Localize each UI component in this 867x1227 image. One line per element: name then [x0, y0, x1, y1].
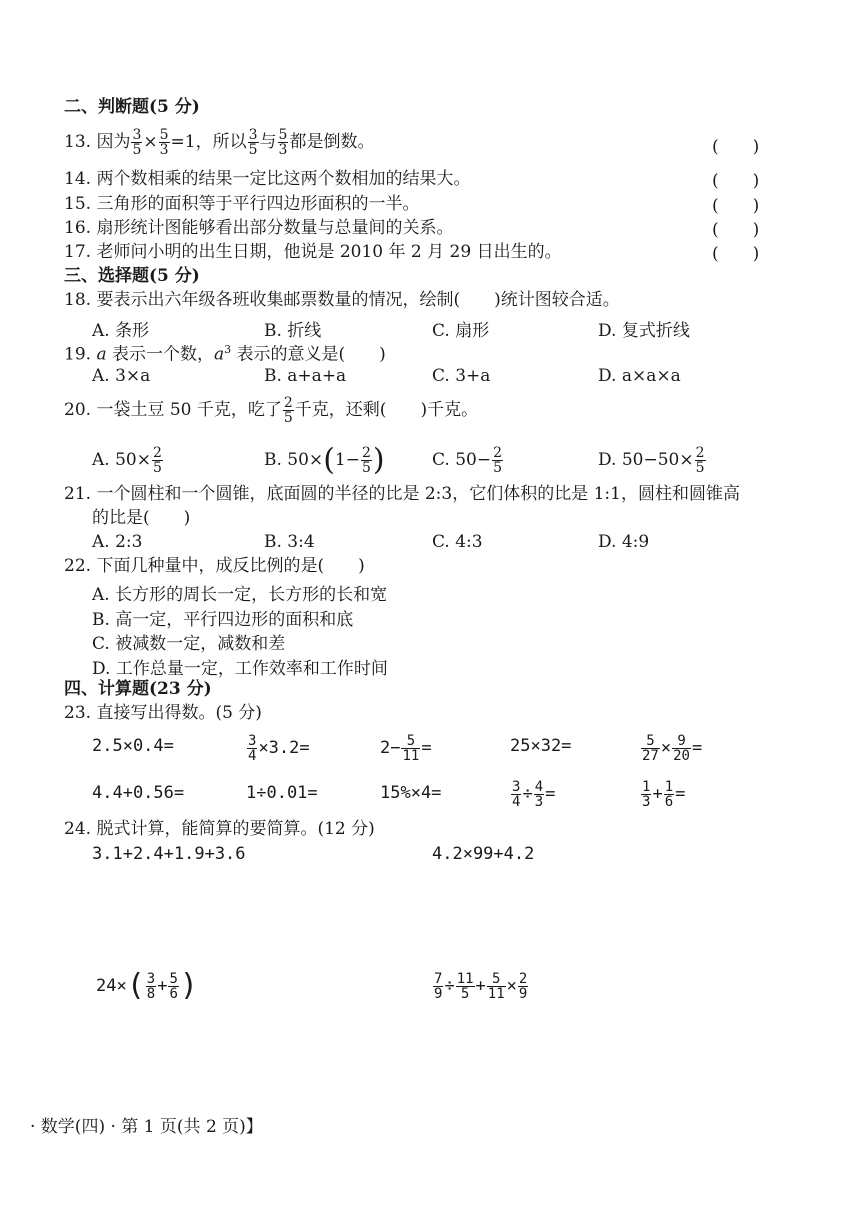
fraction: $\frac{7}{9}$: [434, 970, 443, 1002]
q18-option-b[interactable]: B. 折线: [264, 321, 322, 341]
fraction: $\frac{5}{3}$: [159, 127, 169, 158]
q20-option-d[interactable]: [598, 440, 707, 480]
calc-item: $\frac{1}{3}$ + $\frac{1}{6}$ =: [642, 778, 686, 810]
q20-c-text: C. 50−: [432, 450, 492, 470]
fraction: $\frac{5}{3}$: [278, 127, 288, 158]
q19-option-a[interactable]: A. 3×a: [92, 366, 151, 386]
question-17: 17. 老师问小明的出生日期，他说是 2010 年 2 月 29 日出生的。: [64, 242, 562, 262]
question-24: 24. 脱式计算，能简算的要简算。(12 分): [64, 819, 375, 839]
fraction: $\frac{2}{5}$: [695, 445, 705, 476]
q20-b-inner: 1−: [334, 450, 360, 470]
question-15: 15. 三角形的面积等于平行四边形面积的一半。: [64, 194, 420, 214]
fraction: $\frac{2}{5}$: [493, 445, 503, 476]
fraction: $\frac{1}{6}$: [664, 778, 674, 810]
calc-item: 2− $\frac{5}{11}$ =: [380, 732, 432, 764]
fraction: $\frac{3}{4}$: [512, 778, 521, 810]
q19-text: 表示一个数，: [106, 344, 214, 365]
calc-expression: 24×( $\frac{3}{8}$ + $\frac{5}{6}$ ): [96, 968, 198, 1003]
fraction: $\frac{3}{5}$: [132, 127, 142, 158]
q20-option-a[interactable]: [92, 440, 164, 480]
calc-item: $\frac{5}{27}$ × $\frac{9}{20}$ =: [642, 732, 703, 764]
fraction: $\frac{2}{5}$: [283, 395, 293, 426]
calc-item: $\frac{3}{4}$ ×3.2=: [248, 732, 310, 764]
q20-b-text: B. 50×: [264, 450, 324, 470]
fraction: $\frac{1}{3}$: [642, 778, 651, 810]
fraction: $\frac{2}{5}$: [152, 445, 162, 476]
q20-option-b[interactable]: [264, 440, 385, 481]
answer-bracket-14[interactable]: ( ): [712, 171, 760, 191]
question-21-line2: 的比是( ): [92, 508, 191, 528]
fraction: $\frac{5}{11}$: [487, 970, 505, 1002]
calc-expression: 3.1+2.4+1.9+3.6: [92, 844, 246, 864]
calc-item: 15%×4=: [380, 783, 442, 803]
answer-bracket-17[interactable]: ( ): [712, 244, 760, 264]
question-13: [64, 122, 374, 162]
calc-item: 1÷0.01=: [246, 783, 318, 803]
q20-text: 20. 一袋土豆 50 千克，吃了: [64, 400, 282, 420]
q20-text2: 千克，还剩( )千克。: [294, 400, 479, 420]
q19-option-d[interactable]: D. a×a×a: [598, 366, 681, 386]
q19-option-b[interactable]: B. a+a+a: [264, 366, 347, 386]
right-paren: ): [179, 968, 198, 1003]
section-3-title: 三、选择题(5 分): [64, 266, 200, 286]
q13-mid: =1，所以: [170, 132, 247, 152]
question-22: 22. 下面几种量中，成反比例的是( ): [64, 556, 365, 576]
fraction: $\frac{3}{5}$: [248, 127, 258, 158]
q18-option-c[interactable]: C. 扇形: [432, 321, 490, 341]
q21-option-d[interactable]: D. 4:9: [598, 532, 650, 552]
q18-option-a[interactable]: A. 条形: [92, 321, 150, 341]
fraction: $\frac{3}{4}$: [248, 732, 257, 764]
left-paren: (: [323, 442, 335, 478]
q19-exponent: 3: [224, 343, 232, 356]
fraction: $\frac{5}{27}$: [642, 732, 659, 764]
question-20: [64, 390, 478, 430]
q21-option-b[interactable]: B. 3:4: [264, 532, 315, 552]
q21-option-a[interactable]: A. 2:3: [92, 532, 143, 552]
right-paren: ): [372, 442, 385, 478]
q20-option-c[interactable]: [432, 440, 504, 480]
calc-expression: $\frac{7}{9}$ ÷ $\frac{11}{5}$ + $\frac{5}{11}$ × $\frac{2}{9}$: [434, 970, 528, 1002]
q18-option-d[interactable]: D. 复式折线: [598, 321, 690, 341]
q22-option-d[interactable]: D. 工作总量一定，工作效率和工作时间: [92, 659, 388, 679]
answer-bracket-13[interactable]: ( ): [712, 137, 760, 157]
fraction: $\frac{5}{6}$: [169, 970, 178, 1002]
fraction: $\frac{2}{9}$: [518, 970, 528, 1002]
q19-num: 19.: [64, 344, 97, 365]
q22-option-b[interactable]: B. 高一定，平行四边形的面积和底: [92, 610, 354, 630]
calc-item: 2.5×0.4=: [92, 736, 174, 756]
q13-pre: 13. 因为: [64, 132, 131, 152]
answer-bracket-15[interactable]: ( ): [712, 196, 760, 216]
q21-option-c[interactable]: C. 4:3: [432, 532, 483, 552]
q13-and: 与: [259, 132, 277, 152]
q19-text2: 表示的意义是( ): [231, 344, 386, 365]
question-21-line1: 21. 一个圆柱和一个圆锥，底面圆的半径的比是 2:3，它们体积的比是 1:1，圆柱和圆锥高: [64, 484, 740, 504]
calc-item: 25×32=: [510, 736, 572, 756]
question-18: 18. 要表示出六年级各班收集邮票数量的情况，绘制( )统计图较合适。: [64, 290, 620, 310]
question-23: 23. 直接写出得数。(5 分): [64, 703, 262, 723]
calc-item: 4.4+0.56=: [92, 783, 185, 803]
page-footer: · 数学(四) · 第 1 页(共 2 页)】: [30, 1117, 263, 1137]
fraction: $\frac{9}{20}$: [673, 732, 690, 764]
fraction: $\frac{5}{11}$: [402, 732, 420, 764]
answer-bracket-16[interactable]: ( ): [712, 220, 760, 240]
section-4-title: 四、计算题(23 分): [64, 679, 212, 699]
fraction: $\frac{4}{3}$: [534, 778, 544, 810]
q20-d-text: D. 50−50×: [598, 450, 694, 470]
fraction: $\frac{2}{5}$: [361, 445, 371, 476]
section-2-title: 二、判断题(5 分): [64, 97, 200, 117]
fraction: $\frac{11}{5}$: [456, 970, 474, 1002]
question-14: 14. 两个数相乘的结果一定比这两个数相加的结果大。: [64, 169, 471, 189]
q19-var: a: [96, 344, 107, 365]
question-19: [64, 339, 386, 366]
calc-expression: 4.2×99+4.2: [432, 844, 535, 864]
fraction: $\frac{3}{8}$: [146, 970, 156, 1002]
times-sign: ×: [143, 132, 158, 152]
q19-option-c[interactable]: C. 3+a: [432, 366, 491, 386]
calc-item: $\frac{3}{4}$ ÷ $\frac{4}{3}$ =: [512, 778, 556, 810]
q22-option-c[interactable]: C. 被减数一定，减数和差: [92, 634, 286, 654]
q20-a-text: A. 50×: [92, 450, 151, 470]
question-16: 16. 扇形统计图能够看出部分数量与总量间的关系。: [64, 218, 454, 238]
q22-option-a[interactable]: A. 长方形的周长一定，长方形的长和宽: [92, 585, 388, 605]
q19-var: a: [214, 344, 225, 365]
left-paren: (: [126, 968, 145, 1003]
q13-post: 都是倒数。: [289, 132, 375, 152]
